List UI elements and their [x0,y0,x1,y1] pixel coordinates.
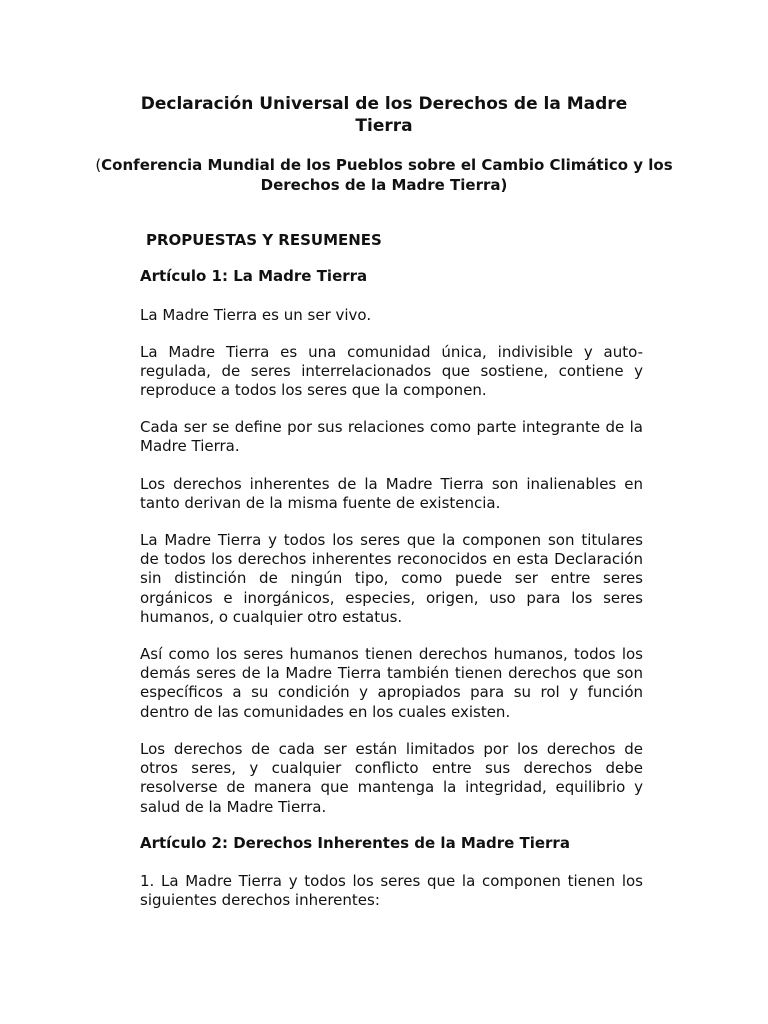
paragraph-2 [140,343,643,401]
paragraph-text: Los derechos inherentes de la Madre Tierra son inalienables en tanto derivan de la misma fuente de existencia. [140,475,643,513]
paragraph-6 [140,645,643,722]
article-heading-text: Artículo 1: La Madre Tierra [140,267,368,285]
paragraph-1 [140,306,643,325]
paragraph-text: 1. La Madre Tierra y todos los seres que la componen tienen los siguientes derechos inherentes: [140,872,643,910]
paragraph-8 [140,872,643,910]
section-heading: PROPUESTAS Y RESUMENES [146,231,382,249]
paragraph-5 [140,531,643,627]
article-heading-text: Artículo 2: Derechos Inherentes de la Madre Tierra [140,834,570,852]
paragraph-text: Así como los seres humanos tienen derechos humanos, todos los demás seres de la Madre Tierra también tienen derechos que son específicos a su condición y apropiados para su rol y función dentro de las comunidades en los cuales existen. [140,645,643,721]
subtitle-text: Conferencia Mundial de los Pueblos sobre el Cambio Climático y los Derechos de la Madre Tierra) [101,156,673,194]
paragraph-3 [140,418,643,456]
paragraph-4 [140,475,643,513]
document-subtitle [95,155,673,195]
document-title: Declaración Universal de los Derechos de la Madre Tierra [140,94,628,136]
paragraph-text: La Madre Tierra es un ser vivo. [140,306,372,324]
subtitle-open-paren: ( [95,156,102,174]
paragraph-text: La Madre Tierra y todos los seres que la componen son titulares de todos los derechos inherentes reconocidos en esta Declaración sin distinción de ningún tipo, como puede ser entre seres orgánicos e inorgánicos, especies, origen, uso para los seres humanos, o cualquier otro estatus. [140,531,643,626]
article-2-heading [140,834,643,853]
paragraph-text: La Madre Tierra es una comunidad única, indivisible y auto-regulada, de seres interrelacionados que sostiene, contiene y reproduce a todos los seres que la componen. [140,343,643,400]
paragraph-text: Los derechos de cada ser están limitados por los derechos de otros seres, y cualquier conflicto entre sus derechos debe resolverse de manera que mantenga la integridad, equilibrio y salud de la Madre Tierra. [140,740,643,816]
paragraph-text: Cada ser se define por sus relaciones como parte integrante de la Madre Tierra. [140,418,643,456]
paragraph-7 [140,740,643,817]
article-1-heading [140,267,643,286]
